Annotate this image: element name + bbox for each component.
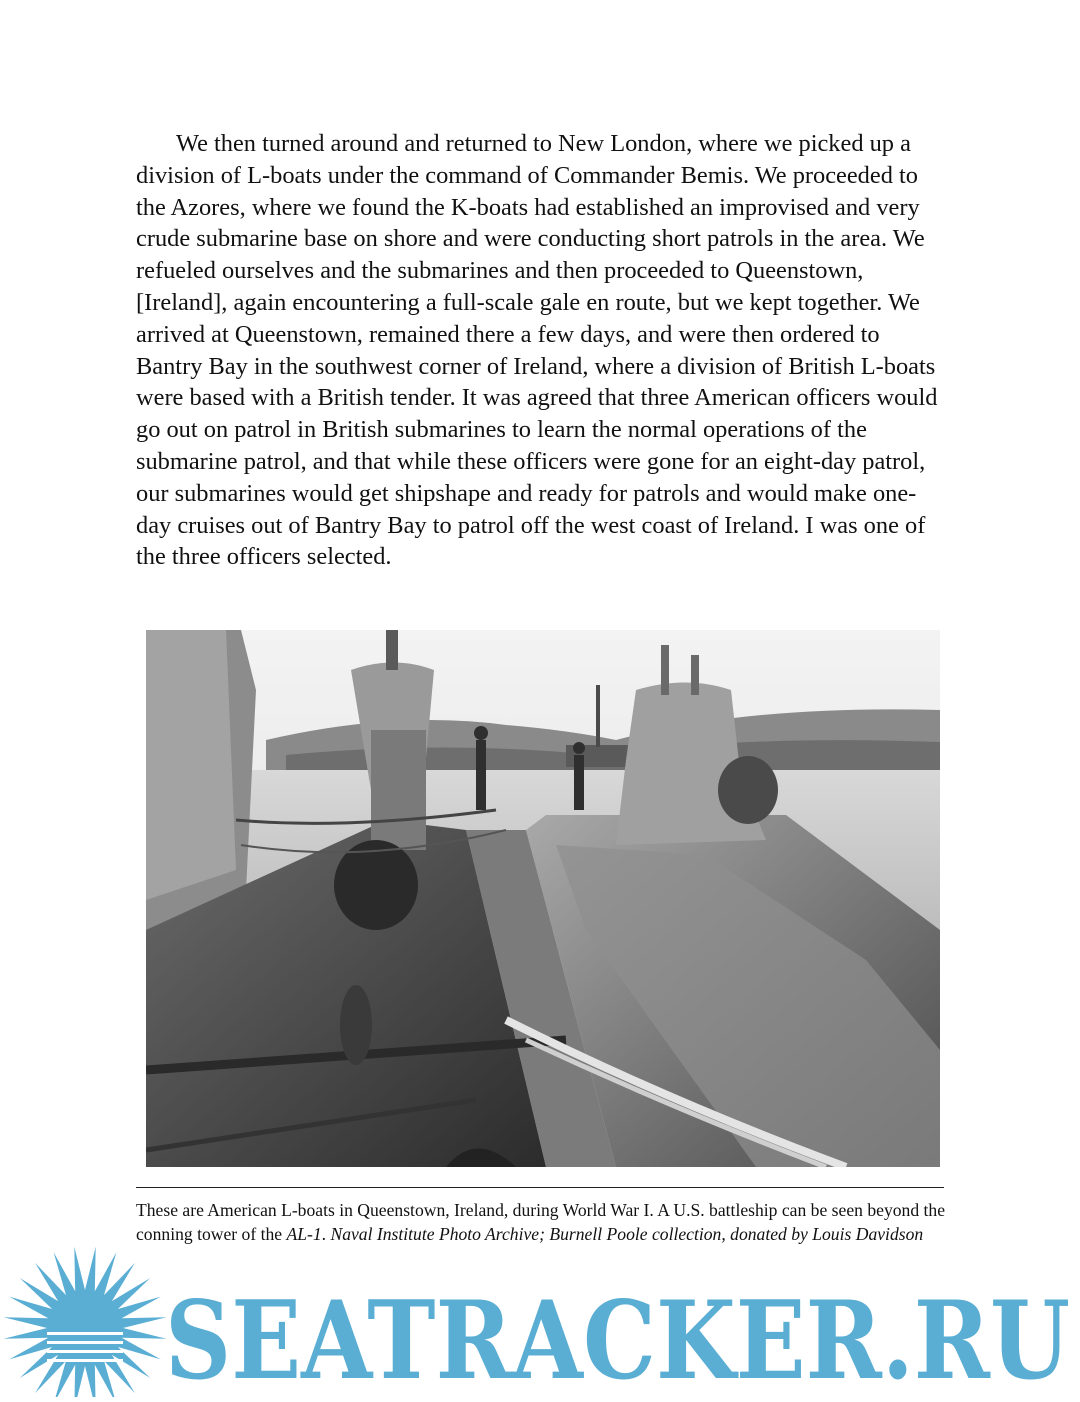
caption-vessel-name: AL-1 (286, 1223, 322, 1244)
watermark-graphic (0, 1238, 1080, 1397)
watermark-text: SEATRACKER.RU (165, 1278, 1070, 1397)
submarine-photo (146, 630, 940, 1167)
sun-logo-icon (4, 1247, 167, 1397)
photo-illustration (146, 630, 940, 1167)
sun-wave-line (47, 1341, 123, 1344)
sun-wave-line (47, 1350, 123, 1353)
caption-text: These are American L-boats in Queenstown, Ireland, during World War I. A U.S. battleship can be seen beyond the conning tower of the (136, 1200, 946, 1244)
caption-credit: Naval Institute Photo Archive; Burnell Poole collection, donated by Louis Davidson (330, 1223, 924, 1244)
sun-wave-line (47, 1332, 123, 1335)
caption-punctuation: . (321, 1223, 331, 1244)
caption-rule (136, 1187, 944, 1188)
body-paragraph: We then turned around and returned to New London, where we picked up a division of L-boats under the command of Commander Bemis. We proceeded to the Azores, where we found the K-boats had established an improvised and very crude submarine base on shore and were conducting short patrols in the area. We refueled ourselves and the submarines and then proceeded to Queenstown, [Ireland], again encountering a full-scale gale en route, but we kept together. We arrived at Queenstown, remained there a few days, and were then ordered to Bantry Bay in the southwest corner of Ireland, where a division of British L-boats were based with a British tender. It was agreed that three American officers would go out on patrol in British submarines to learn the normal operations of the submarine patrol, and that while these officers were gone for an eight-day patrol, our submarines would get shipshape and ready for patrols and would make one-day cruises out of Bantry Bay to patrol off the west coast of Ireland. I was one of the three officers selected. (136, 130, 938, 571)
sun-disc-icon (47, 1290, 123, 1366)
sun-wave-line (47, 1359, 123, 1362)
seatracker-watermark (0, 1238, 1080, 1397)
